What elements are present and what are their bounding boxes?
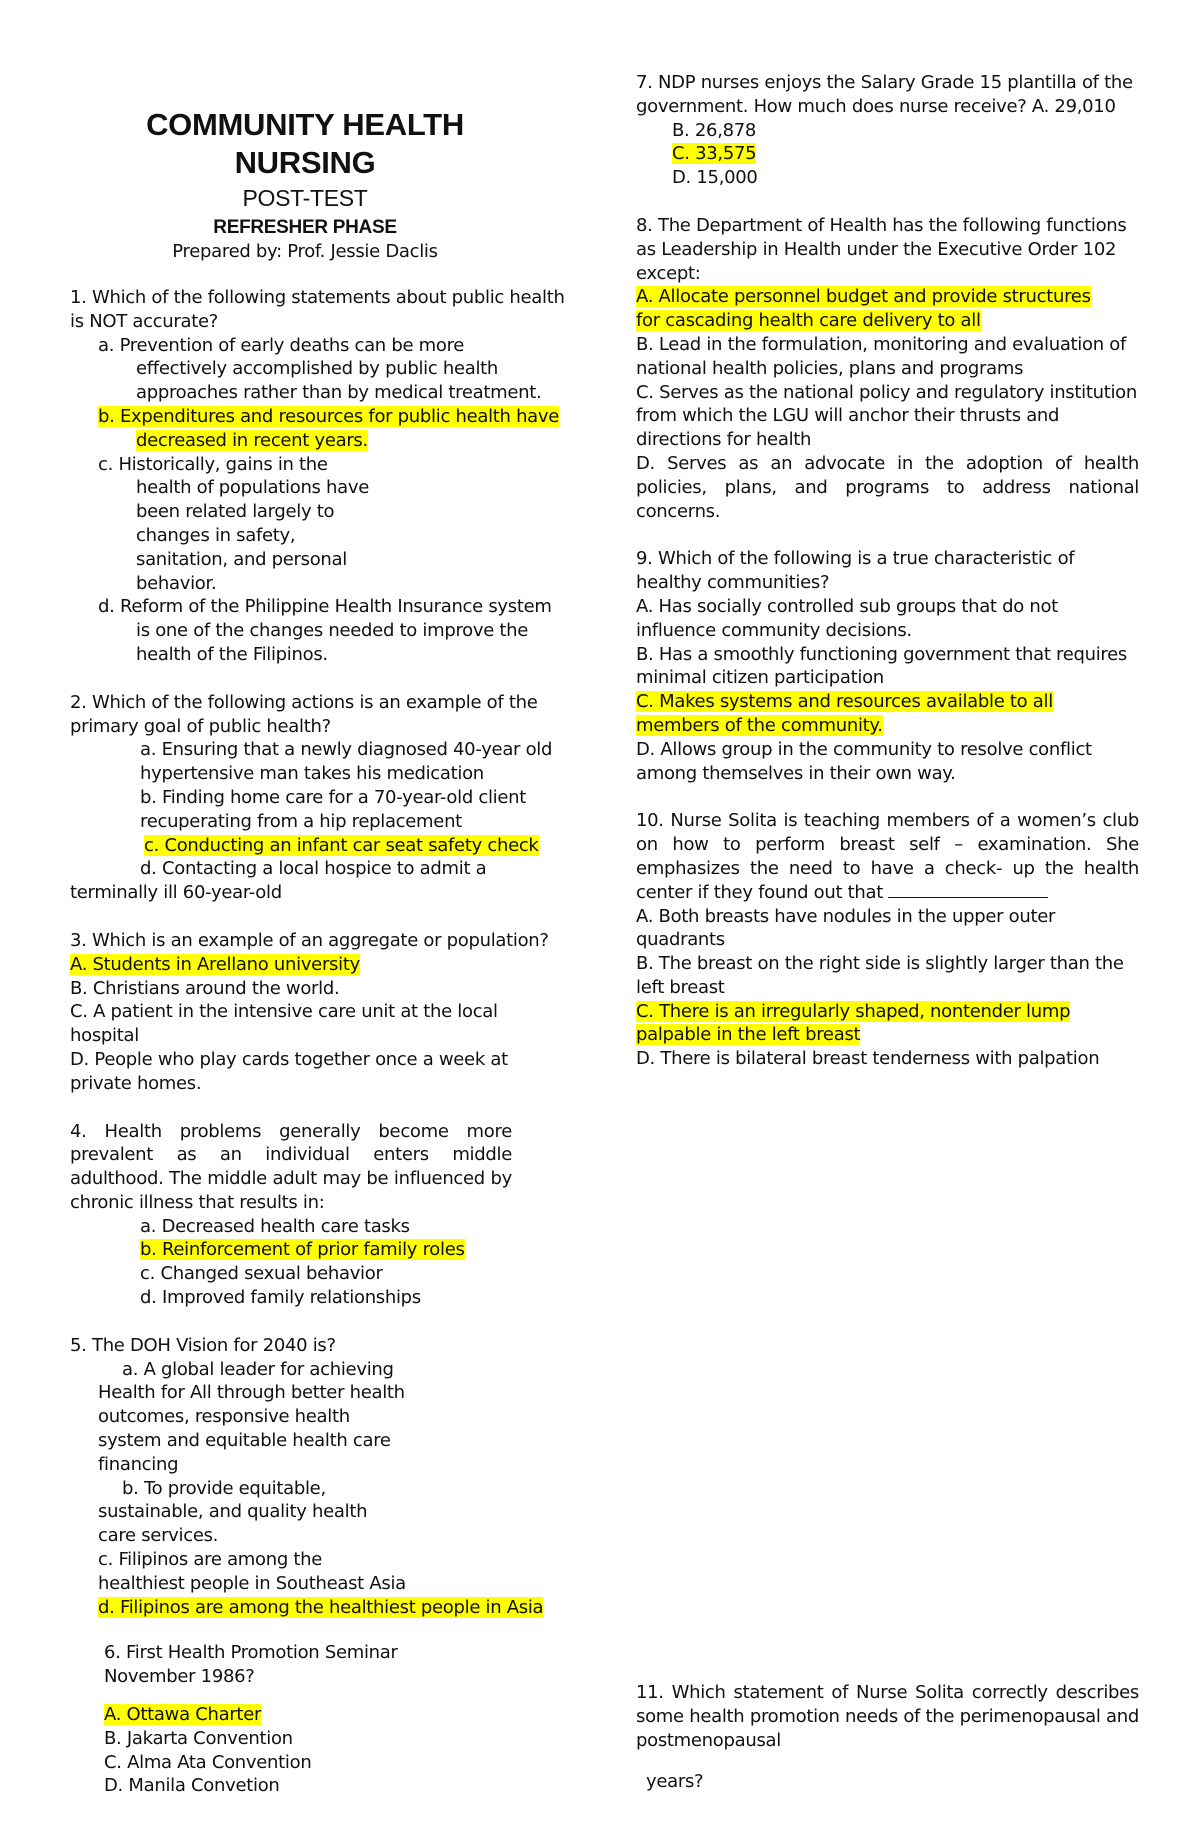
option-d: D. People who play cards together once a week at private homes. [70, 1048, 508, 1094]
option-c-correct: C. Makes systems and resources available to all members of the community. [636, 691, 1053, 736]
option-d: d. Contacting a local hospice to admit a terminally ill 60-year-old [70, 858, 487, 904]
question-stem: 10. Nurse Solita is teaching members of a women’s club on how to perform breast self – examination. She emphasizes the need to have a check- up the health center if they found out that [636, 810, 1139, 903]
question-stem: 9. Which of the following is a true characteristic of healthy communities? [636, 548, 1075, 594]
option-b: B. Christians around the world. [70, 977, 340, 999]
option-c-correct: c. Conducting an infant car seat safety check [144, 834, 539, 856]
option-b: B. Has a smoothly functioning government that requires minimal citizen participation [636, 643, 1127, 689]
question-stem: 6. First Health Promotion Seminar November 1986? [104, 1642, 398, 1688]
option-b: B. 26,878 [672, 119, 757, 141]
option-d: d. Improved family relationships [140, 1287, 421, 1309]
question-11 [636, 1681, 1139, 1794]
option-a-correct: A. Allocate personnel budget and provide structures for cascading health care delivery to all [636, 286, 1091, 332]
option-c-correct: C. There is an irregularly shaped, nontender lump palpable in the left breast [636, 1000, 1071, 1046]
question-8 [636, 214, 1139, 523]
question-6 [70, 1641, 576, 1798]
question-5 [70, 1334, 576, 1620]
option-d: D. Manila Convetion [104, 1775, 280, 1797]
option-a: a. Prevention of early deaths can be more effectively accomplished by public health approaches rather than by medical treatment. [98, 334, 542, 404]
phase-heading: REFRESHER PHASE [213, 217, 397, 238]
option-c: C. Serves as the national policy and regulatory institution from which the LGU will anchor their thrusts and directions for health [636, 381, 1137, 451]
question-4 [70, 1120, 576, 1310]
left-column [70, 106, 576, 1798]
option-b: b. Finding home care for a 70-year-old client recuperating from a hip replacement [140, 786, 527, 832]
question-stem: 11. Which statement of Nurse Solita correctly describes some health promotion needs of the perimenopausal and postmenopausal [636, 1682, 1139, 1751]
option-d: D. 15,000 [672, 167, 758, 189]
right-column [636, 71, 1139, 1793]
question-stem: 5. The DOH Vision for 2040 is? [70, 1334, 336, 1356]
option-d: D. Allows group in the community to resolve conflict among themselves in their own way. [636, 738, 1092, 784]
option-b: B. The breast on the right side is slightly larger than the left breast [636, 953, 1124, 998]
option-a: a. Ensuring that a newly diagnosed 40-year old hypertensive man takes his medication [140, 739, 553, 785]
question-stem: 2. Which of the following actions is an example of the primary goal of public health? [70, 691, 538, 737]
subtitle: POST-TEST [242, 185, 368, 211]
option-a-correct: A. Students in Arellano university [70, 953, 360, 975]
question-1 [70, 286, 576, 667]
option-c: C. A patient in the intensive care unit at the local hospital [70, 1001, 498, 1047]
option-d: D. Serves as an advocate in the adoption of health policies, plans, and programs to address national concerns. [636, 452, 1139, 522]
option-d-correct: d. Filipinos are among the healthiest people in Asia [98, 1596, 544, 1618]
question-9 [636, 547, 1139, 785]
question-stem: 3. Which is an example of an aggregate or population? [70, 929, 549, 951]
option-b: b. To provide equitable, sustainable, and quality health care services. [98, 1477, 368, 1547]
question-10 [636, 809, 1139, 1071]
option-a: a. A global leader for achieving Health for All through better health outcomes, responsive health system and equitable health care financing [98, 1358, 405, 1475]
question-stem: 7. NDP nurses enjoys the Salary Grade 15 plantilla of the government. How much does nurse receive? A. 29,010 [636, 72, 1133, 117]
title-line2: NURSING [234, 145, 376, 180]
option-c-correct: C. 33,575 [672, 143, 757, 165]
option-b-correct: b. Reinforcement of prior family roles [140, 1239, 465, 1261]
question-stem: 4. Health problems generally become more prevalent as an individual enters middle adulthood. The middle adult may be influenced by chronic illness that results in: [70, 1120, 512, 1213]
option-a-correct: A. Ottawa Charter [104, 1704, 262, 1726]
prepared-by: Prepared by: Prof. Jessie Daclis [172, 241, 438, 262]
option-c: c. Changed sexual behavior [140, 1263, 383, 1285]
option-a: A. Has socially controlled sub groups that do not influence community decisions. [636, 595, 1058, 641]
question-3 [70, 929, 576, 1096]
question-stem: 8. The Department of Health has the following functions as Leadership in Health under the Executive Order 102 except: [636, 214, 1127, 284]
option-b: B. Lead in the formulation, monitoring and evaluation of national health policies, plans and programs [636, 333, 1126, 379]
option-d: D. There is bilateral breast tenderness with palpation [636, 1048, 1100, 1070]
question-stem: 1. Which of the following statements about public health is NOT accurate? [70, 287, 565, 332]
question-stem-tail: years? [646, 1771, 704, 1793]
question-2 [70, 691, 576, 905]
option-a: a. Decreased health care tasks [140, 1215, 410, 1237]
option-b-correct: b. Expenditures and resources for public health have decreased in recent years. [98, 405, 560, 451]
question-7 [636, 71, 1139, 190]
answer-blank [888, 881, 1048, 898]
option-a: A. Both breasts have nodules in the upper outer quadrants [636, 905, 1056, 951]
option-c: c. Historically, gains in the health of populations have been related largely to changes in safety, sanitation, and personal behavior. [98, 453, 370, 594]
option-b: B. Jakarta Convention [104, 1727, 293, 1749]
option-c: c. Filipinos are among the healthiest people in Southeast Asia [98, 1549, 406, 1594]
option-c: C. Alma Ata Convention [104, 1751, 312, 1773]
title-line1: COMMUNITY HEALTH [146, 107, 464, 142]
option-d: d. Reform of the Philippine Health Insurance system is one of the changes needed to improve the health of the Filipinos. [98, 596, 552, 665]
